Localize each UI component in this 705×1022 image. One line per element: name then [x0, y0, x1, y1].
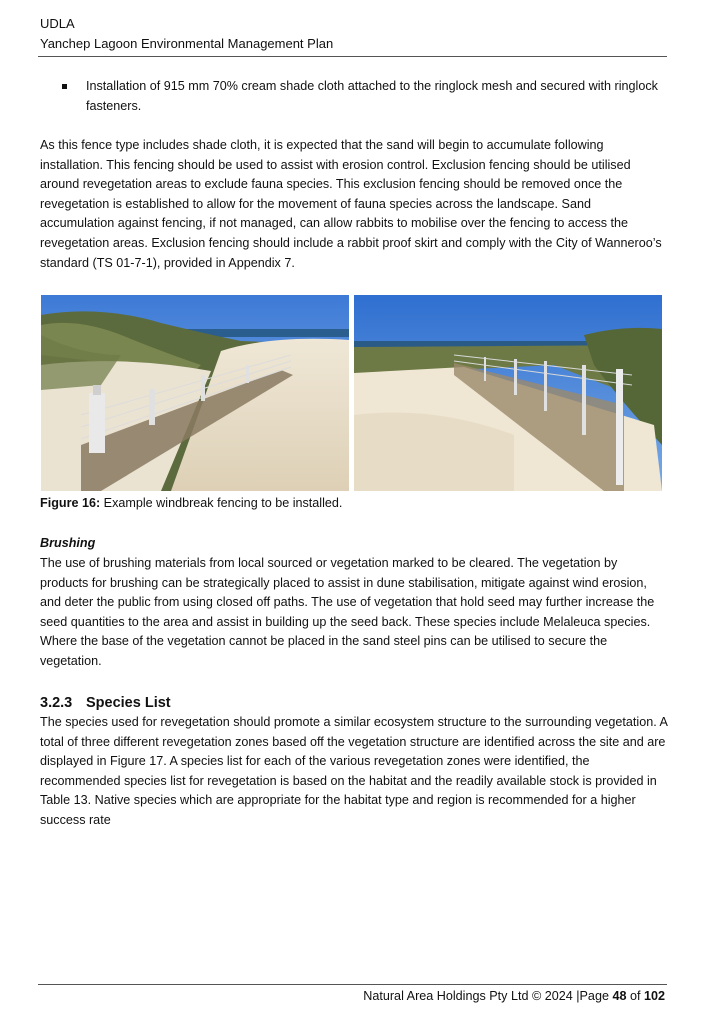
section-heading	[40, 693, 171, 713]
figure-photos	[41, 295, 662, 491]
section-title: Species List	[86, 695, 171, 711]
section-number: 3.2.3	[40, 695, 73, 711]
header-doc-title: Yanchep Lagoon Environmental Management Plan	[40, 36, 334, 51]
figure-caption	[40, 494, 342, 513]
footer-of: of	[626, 989, 644, 1003]
fencing-paragraph: As this fence type includes shade cloth, it is expected that the sand will begin to accumulate following installation. This fencing should be used to assist with erosion control. Exclusion fencing should be utilised around revegetation areas to exclude fauna species. This exclusion fencing should be removed once the revegetation is established to allow for the movement of fauna species across the landscape. Sand accumulation against fencing, if not managed, can allow rabbits to mobilise over the fencing to access the revegetation areas. Exclusion fencing should include a rabbit proof skirt and comply with the City of Wanneroo’s standard (TS 01-7-1), provided in Appendix 7.	[40, 138, 662, 270]
page-footer	[363, 987, 665, 1005]
figure-label: Figure 16:	[40, 496, 101, 510]
brushing-heading: Brushing	[40, 536, 96, 550]
footer-page-number: 48	[612, 989, 627, 1003]
footer-divider	[38, 984, 667, 985]
figure-caption-text: Example windbreak fencing to be installed.	[100, 496, 343, 510]
footer-company: Natural Area Holdings Pty Ltd © 2024 |Page	[363, 989, 613, 1003]
photo-windbreak-fence-left	[41, 295, 349, 491]
bullet-square-icon	[62, 84, 67, 89]
page-header	[40, 14, 333, 54]
header-org: UDLA	[40, 16, 75, 31]
photo-windbreak-fence-right	[354, 295, 662, 491]
footer-page-total: 102	[643, 989, 665, 1003]
bullet-text: Installation of 915 mm 70% cream shade cloth attached to the ringlock mesh and secured with ringlock fasteners.	[86, 79, 658, 113]
brushing-paragraph: The use of brushing materials from local sourced or vegetation marked to be cleared. The vegetation by products for brushing can be strategically placed to assist in dune stabilisation, mitigate against wind erosion, and deter the public from using closed off paths. The use of vegetation that hold seed may further increase the seed quantities to the area and assist in building up the seed back. These species include Melaleuca species. Where the base of the vegetation cannot be placed in the sand steel pins can be utilised to secure the vegetation.	[40, 556, 655, 668]
header-divider	[38, 56, 667, 57]
species-list-paragraph: The species used for revegetation should promote a similar ecosystem structure to the surrounding vegetation. A total of three different revegetation zones based off the vegetation structure are identified across the site and are displayed in Figure 17. A species list for each of the various revegetation zones were identified, the recommended species list for revegetation is based on the habitat and the readily available stock is provided in Table 13. Native species which are appropriate for the habitat type and region is recommended for a higher success rate	[40, 715, 668, 827]
bullet-item	[60, 77, 660, 116]
